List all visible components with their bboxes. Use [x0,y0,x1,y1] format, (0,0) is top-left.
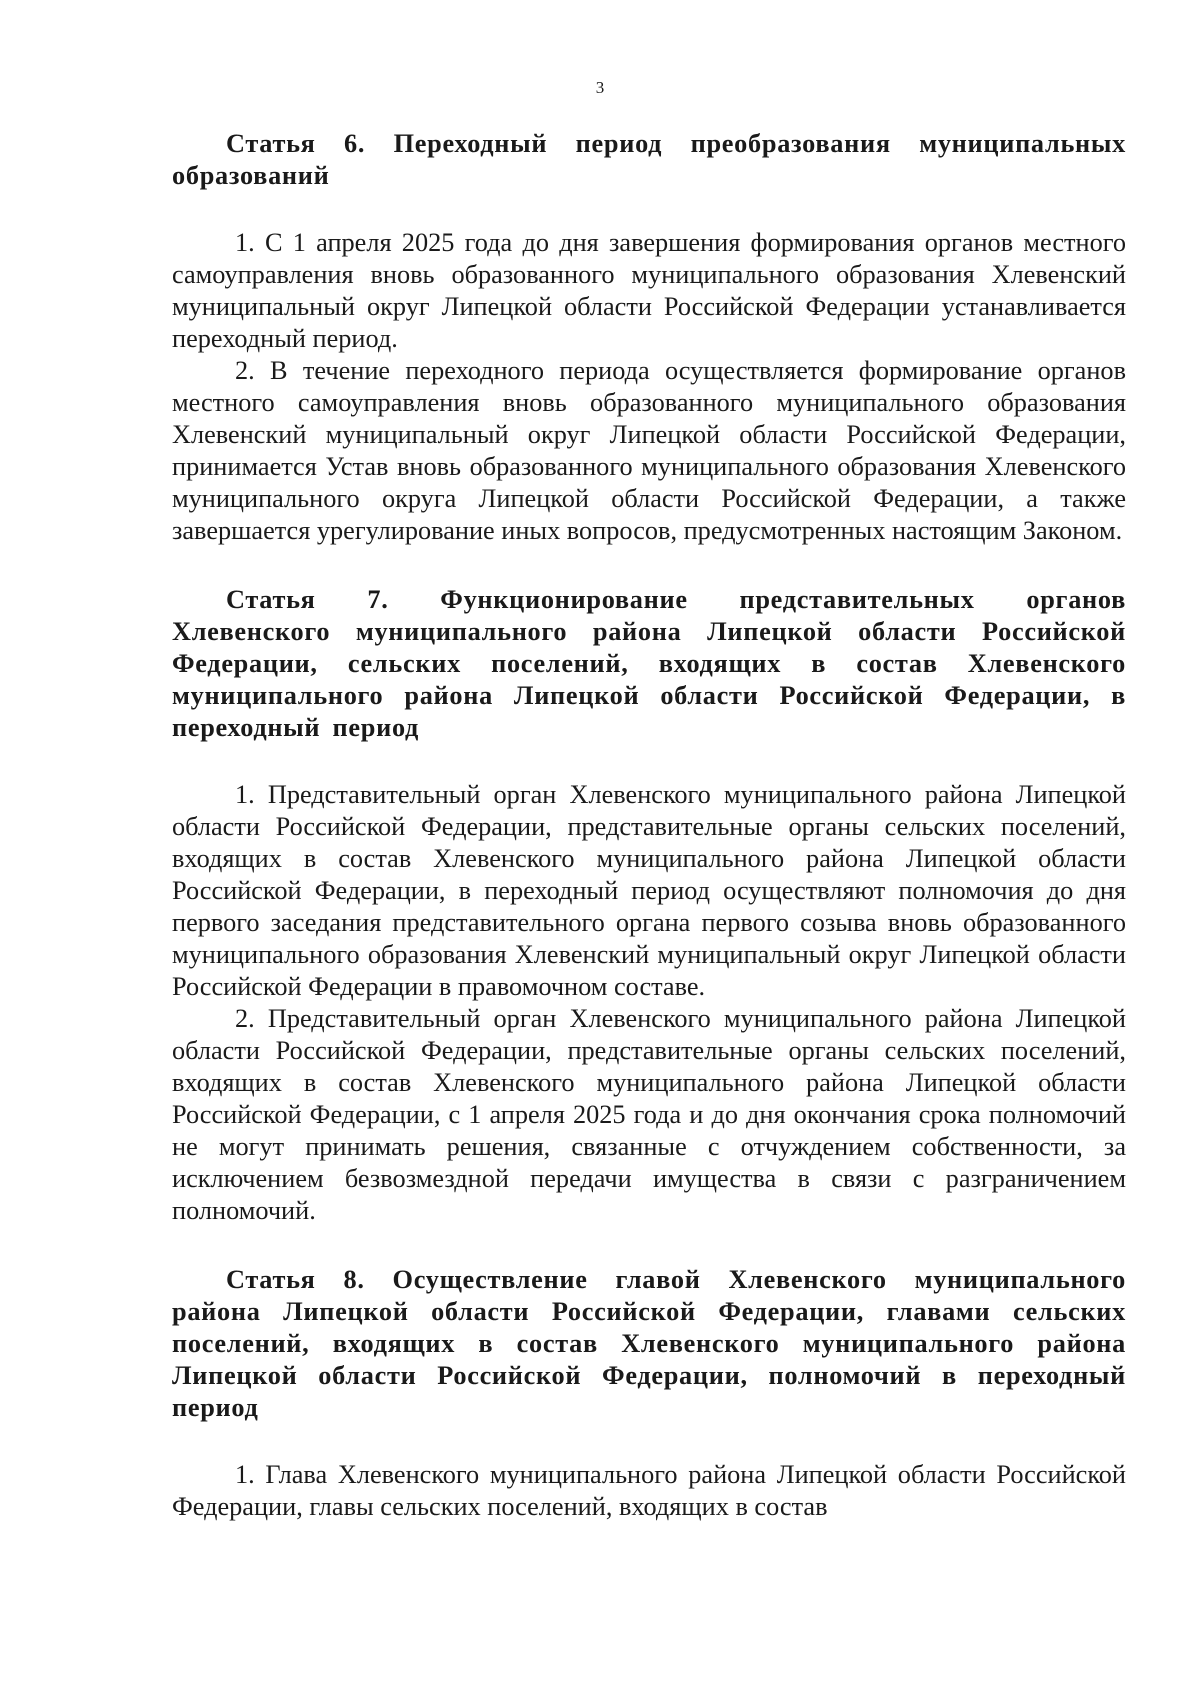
document-body [172,128,1126,1523]
article-8 [172,1264,1126,1523]
article-6-paragraph-2: 2. В течение переходного периода осуществляется формирование органов местного самоуправления вновь образованного муниципального образования Хлевенский муниципальный округ Липецкой области Российской Федерации, принимается Устав вновь образованного муниципального образования Хлевенского муниципального округа Липецкой области Российской Федерации, а также завершается урегулирование иных вопросов, предусмотренных настоящим Законом. [172,356,1126,545]
page-number: 3 [595,78,605,97]
article-6 [172,128,1126,547]
article-7 [172,584,1126,1227]
article-7-heading: Статья 7. Функционирование представительных органов Хлевенского муниципального района Липецкой области Российской Федерации, сельских поселений, входящих в состав Хлевенского муниципального района Липецкой области Российской Федерации, в переходный период [172,585,1126,742]
article-8-heading: Статья 8. Осуществление главой Хлевенского муниципального района Липецкой области Российской Федерации, главами сельских поселений, входящих в состав Хлевенского муниципального района Липецкой области Российской Федерации, полномочий в переходный период [172,1265,1126,1422]
article-8-paragraph-1: 1. Глава Хлевенского муниципального района Липецкой области Российской Федерации, главы сельских поселений, входящих в состав [172,1460,1126,1521]
article-7-paragraph-1: 1. Представительный орган Хлевенского муниципального района Липецкой области Российской Федерации, представительные органы сельских поселений, входящих в состав Хлевенского муниципального района Липецкой области Российской Федерации, в переходный период осуществляют полномочия до дня первого заседания представительного органа первого созыва вновь образованного муниципального образования Хлевенский муниципальный округ Липецкой области Российской Федерации в правомочном составе. [172,780,1126,1001]
article-6-paragraph-1: 1. С 1 апреля 2025 года до дня завершения формирования органов местного самоуправления вновь образованного муниципального образования Хлевенский муниципальный округ Липецкой области Российской Федерации устанавливается переходный период. [172,228,1126,353]
article-6-heading: Статья 6. Переходный период преобразования муниципальных образований [172,129,1126,190]
article-7-paragraph-2: 2. Представительный орган Хлевенского муниципального района Липецкой области Российской Федерации, представительные органы сельских поселений, входящих в состав Хлевенского муниципального района Липецкой области Российской Федерации, с 1 апреля 2025 года и до дня окончания срока полномочий не могут принимать решения, связанные с отчуждением собственности, за исключением безвозмездной передачи имущества в связи с разграничением полномочий. [172,1004,1126,1225]
